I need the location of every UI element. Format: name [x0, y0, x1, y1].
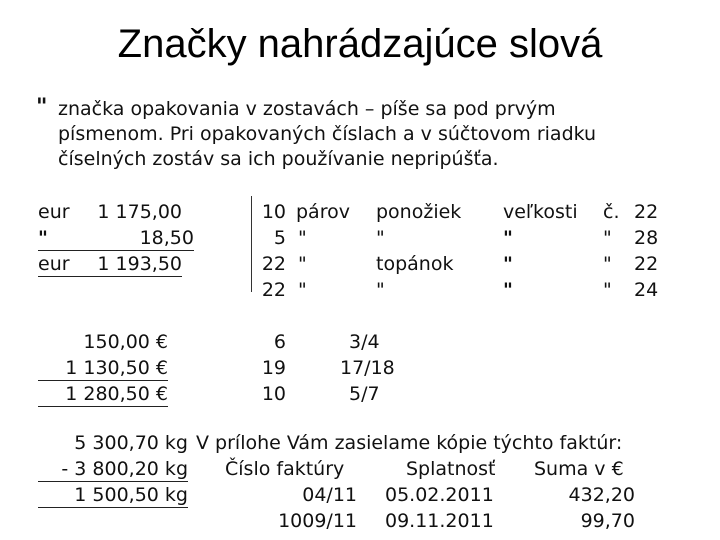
invoice-header-sum: Suma v €	[534, 458, 624, 480]
column-divider	[251, 196, 252, 292]
euro-3: 1 280,50 €	[38, 382, 168, 407]
socks-s-2: "	[503, 227, 513, 249]
kg-3: 1 500,50 kg	[38, 483, 188, 508]
money-cur-1: eur	[38, 201, 70, 223]
socks-n-3: 22	[261, 253, 286, 275]
invoice-number-1: 04/11	[302, 484, 357, 506]
socks-u-1: párov	[296, 201, 350, 223]
intro-line-2: písmenom. Pri opakovaných číslach a v súčtovom riadku	[58, 123, 597, 145]
invoice-header-number: Číslo faktúry	[225, 458, 345, 480]
euro-1: 150,00 €	[83, 331, 168, 353]
socks-item-4: "	[376, 279, 385, 301]
frac-n-3: 10	[261, 383, 286, 405]
socks-v-1: 22	[634, 201, 659, 223]
socks-n-4: 22	[261, 279, 286, 301]
kg-2: - 3 800,20 kg	[38, 457, 188, 482]
socks-item-3: topánok	[376, 253, 454, 275]
socks-u-4: "	[298, 279, 307, 301]
socks-c-3: "	[603, 253, 612, 275]
frac-f-3: 5/7	[349, 383, 380, 405]
intro-line-3: číselných zostáv sa ich používanie nepripúšťa.	[58, 148, 499, 170]
kg-1: 5 300,70 kg	[74, 432, 188, 454]
frac-f-1: 3/4	[349, 331, 380, 353]
invoice-header-due: Splatnosť	[406, 458, 496, 480]
page-title: Značky nahrádzajúce slová	[117, 22, 603, 66]
invoice-sum-1: 432,20	[568, 484, 635, 506]
money-cur-2: "	[38, 227, 48, 249]
money-amt-2: 18,50	[38, 226, 194, 251]
invoice-intro: V prílohe Vám zasielame kópie týchto faktúr:	[196, 432, 623, 454]
invoice-due-2: 09.11.2011	[385, 510, 494, 532]
euro-2: 1 130,50 €	[38, 356, 168, 381]
socks-c-1: č.	[603, 201, 620, 223]
frac-n-1: 6	[273, 331, 286, 353]
socks-s-4: "	[503, 279, 513, 301]
money-cur-3: eur	[38, 253, 70, 275]
socks-v-2: 28	[634, 227, 659, 249]
socks-c-2: "	[603, 227, 612, 249]
money-amt-3: 1 193,50	[97, 253, 182, 275]
socks-u-2: "	[298, 227, 307, 249]
money-amt-1: 1 175,00	[97, 201, 182, 223]
invoice-sum-2: 99,70	[580, 510, 635, 532]
socks-item-1: ponožiek	[376, 201, 462, 223]
invoice-number-2: 1009/11	[278, 510, 357, 532]
invoice-due-1: 05.02.2011	[385, 484, 494, 506]
frac-f-2: 17/18	[340, 357, 395, 379]
socks-c-4: "	[603, 279, 612, 301]
socks-item-2: "	[376, 227, 385, 249]
quote-mark: "	[36, 95, 48, 120]
socks-s-1: veľkosti	[503, 201, 578, 223]
socks-u-3: "	[298, 253, 307, 275]
socks-n-1: 10	[261, 201, 286, 223]
intro-line-1: značka opakovania v zostavách – píše sa pod prvým	[58, 98, 556, 120]
frac-n-2: 19	[261, 357, 286, 379]
socks-s-3: "	[503, 253, 513, 275]
socks-n-2: 5	[273, 227, 286, 249]
socks-v-4: 24	[634, 279, 659, 301]
socks-v-3: 22	[634, 253, 659, 275]
